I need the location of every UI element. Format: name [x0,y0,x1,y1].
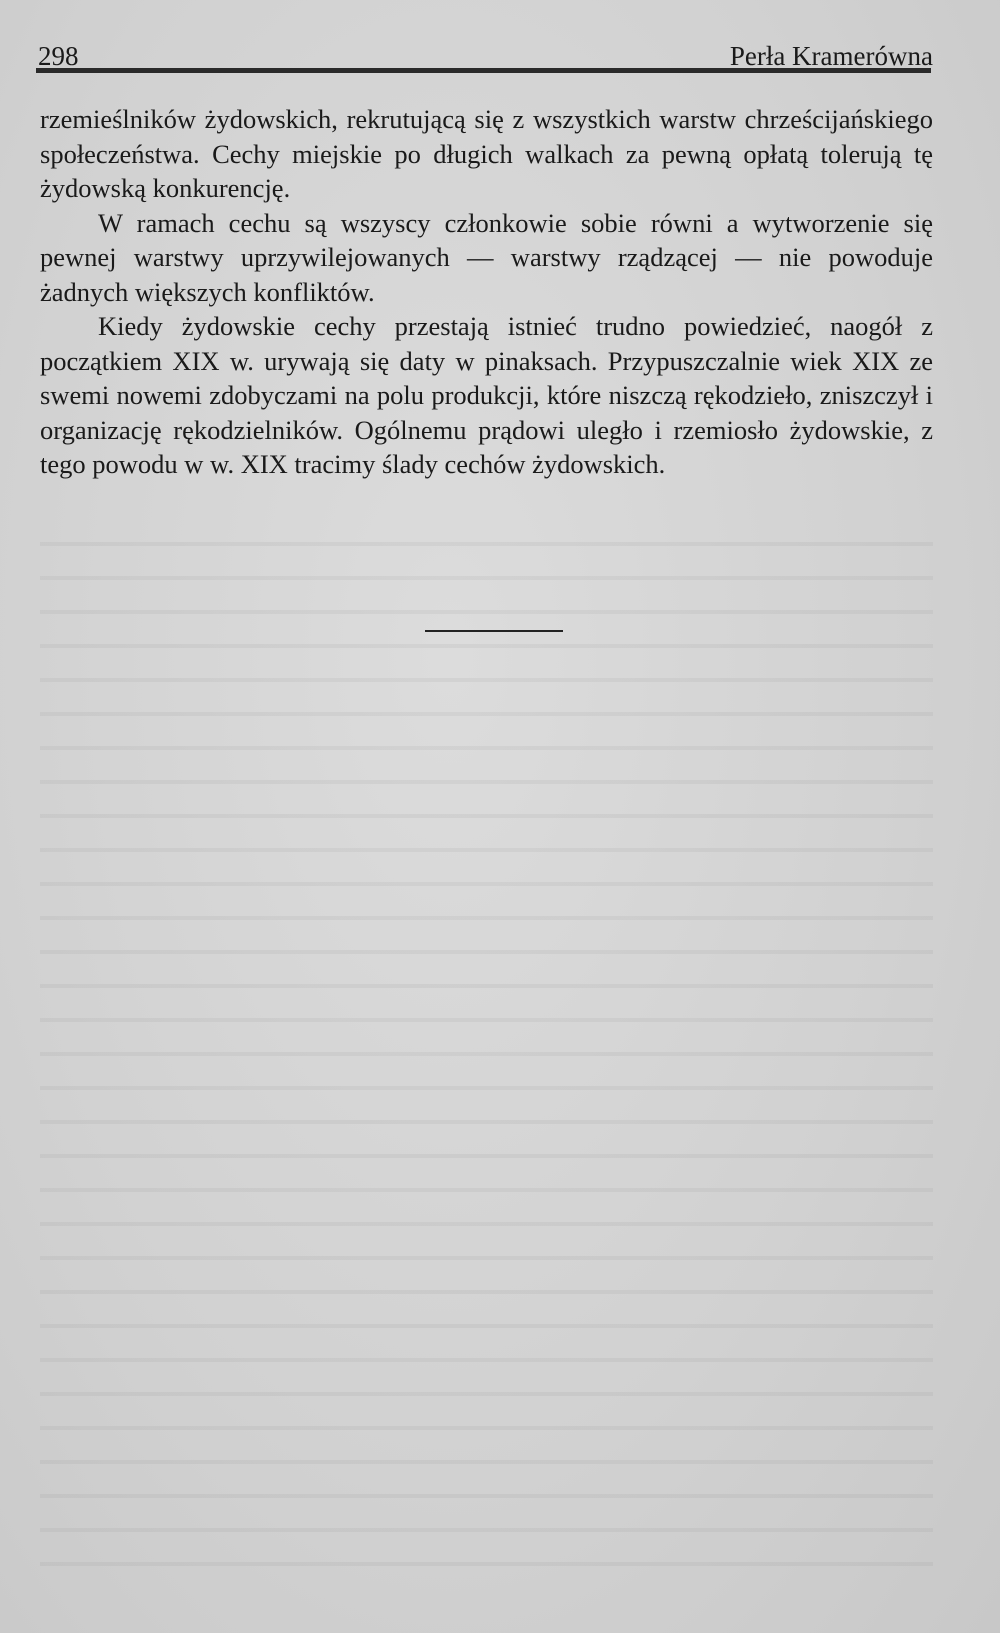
page-number: 298 [38,41,79,71]
paragraph-continued: rzemieślników żydowskich, rekrutującą się z wszystkich warstw chrześcijańskiego społeczeństwa. Cechy miejskie po długich walkach za pewną opłatą tolerują tę żydowską konkurencję. [40,104,933,203]
paragraph: W ramach cechu są wszyscy członkowie sobie równi a wytworzenie się pewnej warstwy uprzywilejowanych — warstwy rządzącej — nie powoduje żadnych większych konfliktów. [40,207,933,307]
show-through-texture [40,520,933,1570]
running-header [38,34,933,72]
paragraph: Kiedy żydowskie cechy przestają istnieć trudno powiedzieć, naogół z początkiem XIX w. urywają się daty w pinaksach. Przypuszczalnie wiek XIX ze swemi nowemi zdobyczami na polu produkcji, które niszczą rękodzieło, zniszczył i organizację rękodzielników. Ogólnemu prądowi uległo i rzemiosło żydowskie, z tego powodu w w. XIX tracimy ślady cechów żydowskich. [40,311,933,479]
body-text [40,102,933,482]
running-title: Perła Kramerówna [729,41,933,71]
header-rule [36,68,931,73]
section-end-rule [425,630,563,632]
